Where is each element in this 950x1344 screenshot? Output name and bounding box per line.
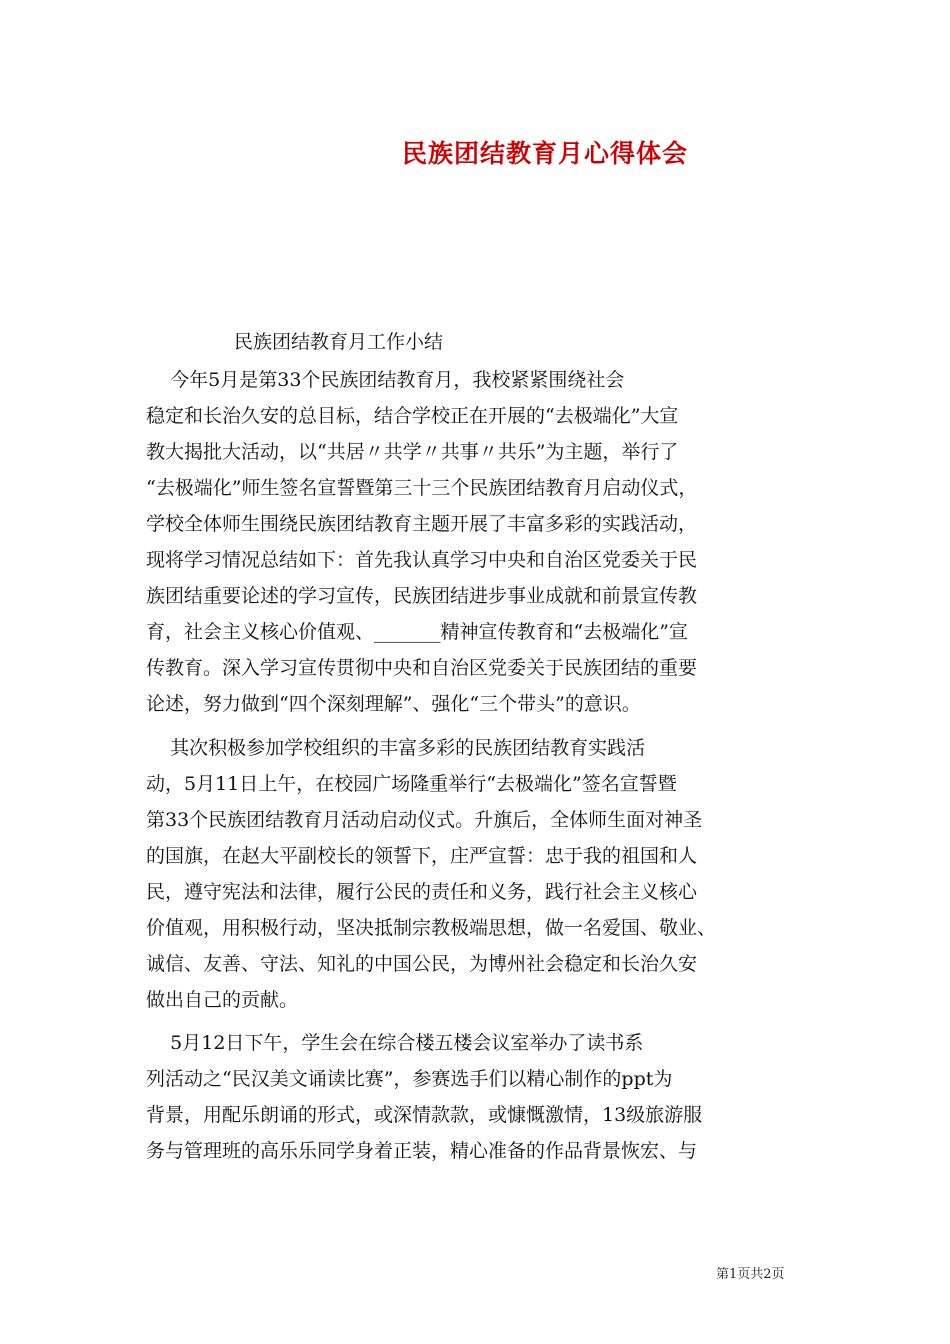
paragraph-line: 第33个民族团结教育月活动启动仪式。升旗后，全体师生面对神圣 — [146, 809, 703, 831]
page-number-footer: 第1页共2页 — [716, 1267, 785, 1282]
paragraph-line: 其次积极参加学校组织的丰富多彩的民族团结教育实践活 — [146, 737, 646, 759]
paragraph-line: 民，遵守宪法和法律，履行公民的责任和义务，践行社会主义核心 — [146, 881, 698, 903]
paragraph-line: 稳定和长治久安的总目标，结合学校正在开展的“去极端化”大宣 — [146, 405, 679, 427]
paragraph-line: 学校全体师生围绕民族团结教育主题开展了丰富多彩的实践活动， — [146, 513, 698, 535]
paragraph-line: 列活动之“民汉美文诵读比赛”，参赛选手们以精心制作的ppt为 — [146, 1068, 673, 1090]
paragraph-line: 现将学习情况总结如下：首先我认真学习中央和自治区党委关于民 — [146, 549, 698, 571]
document-subtitle: 民族团结教育月工作小结 — [234, 331, 444, 353]
paragraph-2 — [146, 730, 716, 1018]
paragraph-line: 动，5月11日上午，在校园广场隆重举行“去极端化”签名宣誓暨 — [146, 773, 677, 795]
paragraph-line: 传教育。深入学习宣传贯彻中央和自治区党委关于民族团结的重要 — [146, 657, 698, 679]
paragraph-1 — [146, 362, 697, 722]
paragraph-3 — [146, 1025, 702, 1169]
paragraph-line: 务与管理班的高乐乐同学身着正装，精心准备的作品背景恢宏、与 — [146, 1140, 698, 1162]
paragraph-line: 教大揭批大活动，以“共居〃共学〃共事〃共乐”为主题，举行了 — [146, 441, 679, 463]
paragraph-line: 育，社会主义核心价值观、_______精神宣传教育和“去极端化”宣 — [146, 621, 688, 643]
paragraph-line: 价值观，用积极行动，坚决抵制宗教极端思想，做一名爱国、敬业、 — [146, 917, 717, 939]
paragraph-line: 诚信、友善、守法、知礼的中国公民，为博州社会稳定和长治久安 — [146, 953, 698, 975]
paragraph-line: 论述，努力做到“四个深刻理解”、强化“三个带头”的意识。 — [146, 693, 641, 715]
paragraph-line: 今年5月是第33个民族团结教育月，我校紧紧围绕社会 — [146, 369, 625, 391]
paragraph-line: 5月12日下午，学生会在综合楼五楼会议室举办了读书系 — [146, 1032, 644, 1054]
document-title: 民族团结教育月心得体会 — [401, 139, 688, 168]
paragraph-line: 背景，用配乐朗诵的形式，或深情款款，或慷慨激情，13级旅游服 — [146, 1104, 703, 1126]
paragraph-line: 做出自己的贡献。 — [146, 989, 299, 1011]
paragraph-line: 族团结重要论述的学习宣传，民族团结进步事业成就和前景宣传教 — [146, 585, 698, 607]
paragraph-line: 的国旗，在赵大平副校长的领誓下，庄严宣誓：忠于我的祖国和人 — [146, 845, 698, 867]
paragraph-line: “去极端化”师生签名宣誓暨第三十三个民族团结教育月启动仪式， — [146, 477, 698, 499]
